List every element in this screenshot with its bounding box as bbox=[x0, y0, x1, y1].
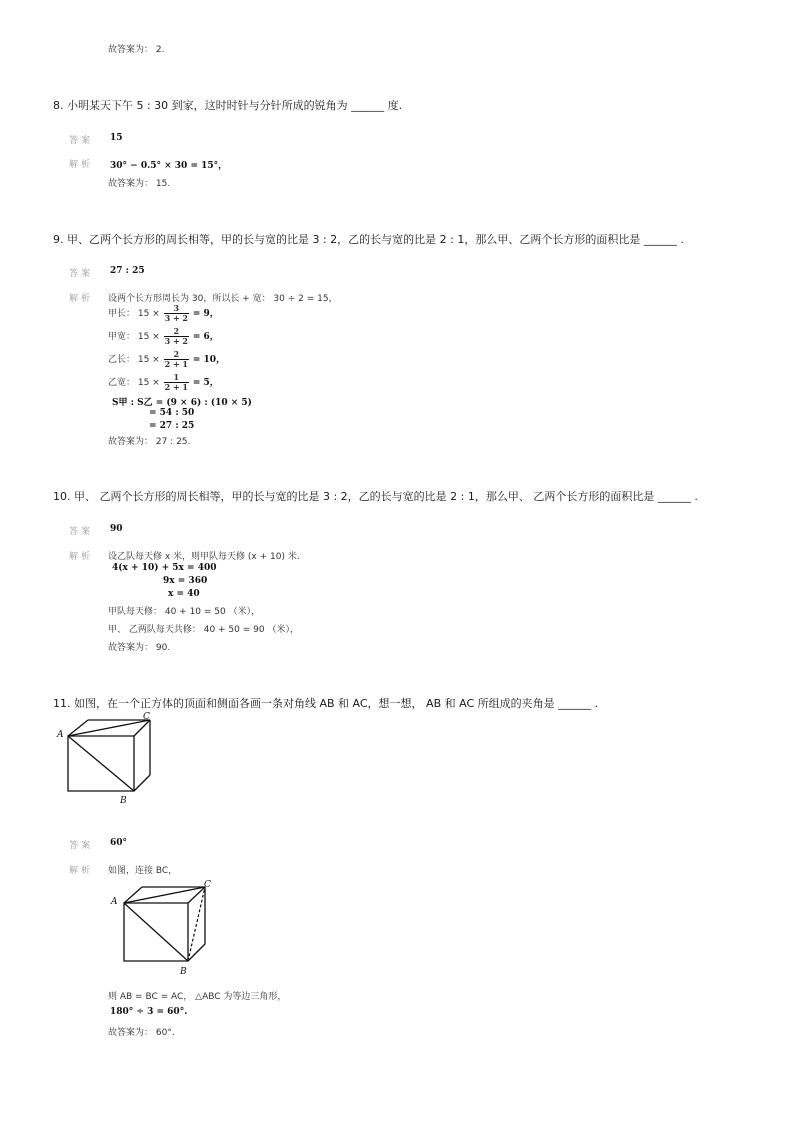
point-b-label-2: B bbox=[180, 967, 187, 977]
equation-2: 9x = 360 bbox=[163, 576, 208, 586]
jia-length-pre: 甲长： 15 × bbox=[108, 309, 160, 319]
analysis-11-line2: 则 AB = BC = AC， △ABC 为等边三角形， bbox=[108, 992, 287, 1002]
answer-label-10: 答案 bbox=[69, 527, 94, 537]
analysis-label-10: 解析 bbox=[69, 552, 94, 562]
question-9: 9. 甲、乙两个长方形的周长相等，甲的长与宽的比是 3 : 2，乙的长与宽的比是 2 : 1，那么甲、乙两个长方形的面积比是 ______ . bbox=[53, 233, 684, 246]
point-a-label: A bbox=[57, 730, 64, 740]
jia-length-fraction: $\frac{3}{3 + 2}$ bbox=[164, 303, 188, 323]
jia-width-result: = 6， bbox=[192, 332, 219, 342]
yi-width-fraction: $\frac{1}{2 + 1}$ bbox=[164, 372, 188, 392]
point-c-label-2: C bbox=[204, 880, 211, 890]
analysis-11-final: 故答案为： 60°. bbox=[108, 1028, 175, 1038]
analysis-8-line2: 故答案为： 15. bbox=[108, 179, 171, 189]
point-b-label: B bbox=[120, 796, 127, 806]
answer-8: 15 bbox=[110, 133, 123, 143]
question-10: 10. 甲、 乙两个长方形的周长相等，甲的长与宽的比是 3 : 2，乙的长与宽的比是 2 : 1，那么甲、 乙两个长方形的面积比是 ______ . bbox=[53, 490, 698, 503]
analysis-label-9: 解析 bbox=[69, 294, 94, 304]
answer-11: 60° bbox=[110, 838, 128, 848]
yi-length-line bbox=[108, 350, 225, 369]
dashed-bc-line bbox=[188, 887, 205, 961]
point-c-label: C bbox=[143, 712, 150, 722]
equation-3: x = 40 bbox=[168, 589, 200, 599]
cube-figure-solution bbox=[108, 878, 220, 978]
yi-length-pre: 乙长： 15 × bbox=[108, 355, 160, 365]
answer-9: 27 : 25 bbox=[110, 266, 145, 276]
jia-length-result: = 9， bbox=[192, 309, 219, 319]
question-11: 11. 如图，在一个正方体的顶面和侧面各画一条对角线 AB 和 AC，想一想， AB 和 AC 所组成的夹角是 ______ . bbox=[53, 697, 599, 710]
analysis-10-line1: 设乙队每天修 x 米，则甲队每天修 (x + 10) 米. bbox=[108, 552, 300, 562]
area-ratio-line3: = 27 : 25 bbox=[149, 421, 195, 431]
yi-width-pre: 乙宽： 15 × bbox=[108, 378, 160, 388]
area-ratio-line2: = 54 : 50 bbox=[149, 408, 195, 418]
yi-width-line bbox=[108, 373, 219, 392]
jia-width-pre: 甲宽： 15 × bbox=[108, 332, 160, 342]
analysis-8-line1: 30° − 0.5° × 30 = 15°， bbox=[110, 161, 228, 171]
area-ratio-line1: S甲 : S乙 = (9 × 6) : (10 × 5) bbox=[112, 398, 252, 408]
analysis-9-final: 故答案为： 27 : 25. bbox=[108, 437, 191, 447]
point-a-label-2: A bbox=[111, 897, 118, 907]
yi-width-result: = 5， bbox=[192, 378, 219, 388]
answer-label-8: 答案 bbox=[69, 136, 94, 146]
jia-width-line bbox=[108, 327, 219, 346]
analysis-11-line1: 如图，连接 BC， bbox=[108, 866, 178, 876]
yi-length-fraction: $\frac{2}{2 + 1}$ bbox=[164, 349, 188, 369]
prev-answer-line: 故答案为： 2. bbox=[108, 45, 165, 55]
cube-figure bbox=[55, 712, 165, 807]
question-8: 8. 小明某天下午 5 : 30 到家，这时时针与分针所成的锐角为 ______ 度. bbox=[53, 99, 403, 112]
analysis-10-line3: 甲、 乙两队每天共修： 40 + 50 = 90 （米）， bbox=[108, 625, 299, 635]
analysis-10-line2: 甲队每天修： 40 + 10 = 50 （米）， bbox=[108, 607, 261, 617]
answer-label-11: 答案 bbox=[69, 841, 94, 851]
analysis-10-final: 故答案为： 90. bbox=[108, 643, 171, 653]
jia-length-line bbox=[108, 304, 219, 323]
analysis-9-line1: 设两个长方形周长为 30，所以长 + 宽： 30 ÷ 2 = 15， bbox=[108, 294, 338, 304]
jia-width-fraction: $\frac{2}{3 + 2}$ bbox=[164, 326, 188, 346]
yi-length-result: = 10， bbox=[192, 355, 226, 365]
equation-1: 4(x + 10) + 5x = 400 bbox=[112, 563, 217, 573]
analysis-11-line3: 180° ÷ 3 = 60°. bbox=[110, 1007, 188, 1017]
answer-label-9: 答案 bbox=[69, 269, 94, 279]
analysis-label-11: 解析 bbox=[69, 866, 94, 876]
analysis-label-8: 解析 bbox=[69, 160, 94, 170]
answer-10: 90 bbox=[110, 524, 123, 534]
